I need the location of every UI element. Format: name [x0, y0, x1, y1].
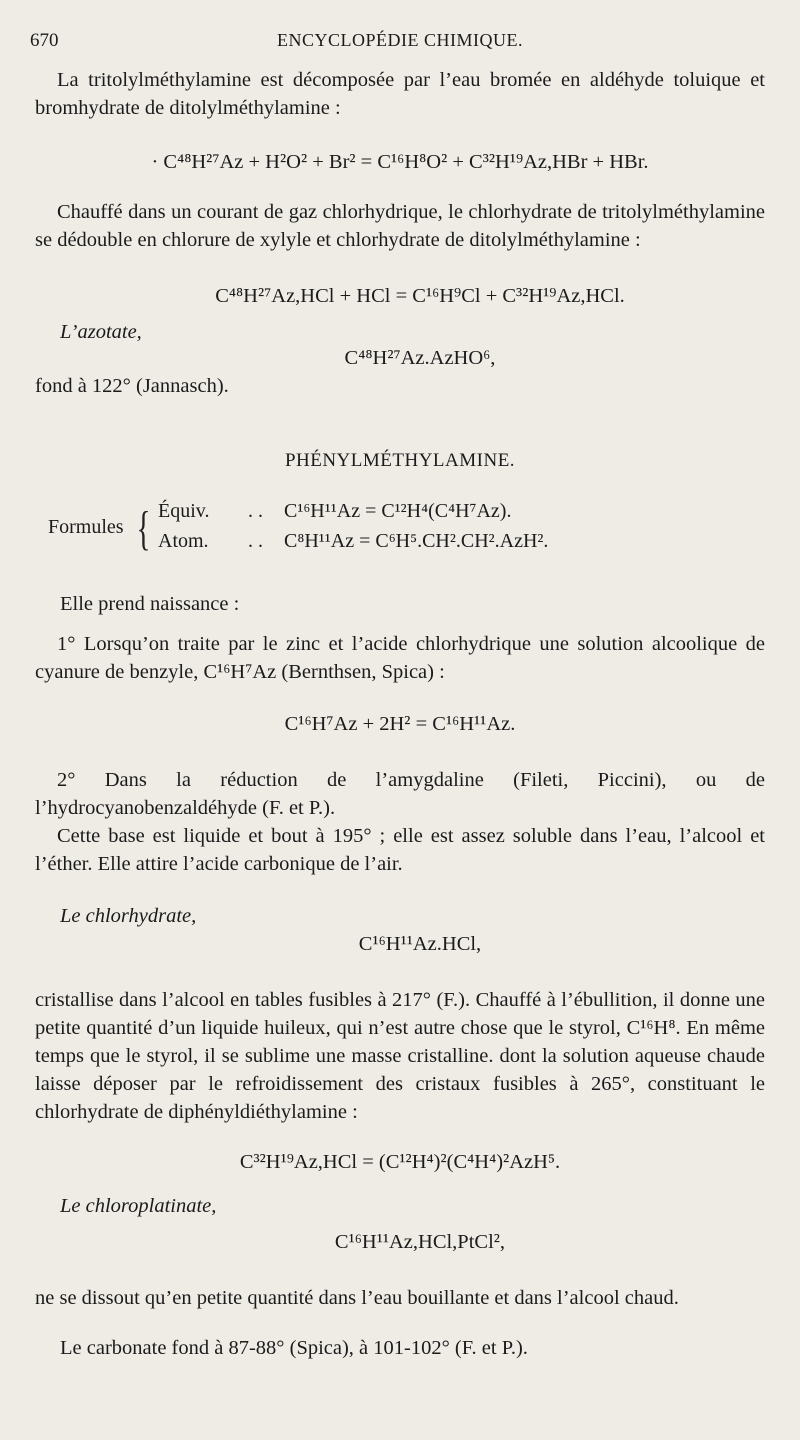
formula-block [48, 496, 768, 566]
equation-bromine: · C⁴⁸H²⁷Az + H²O² + Br² = C¹⁶H⁸O² + C³²H¹⁹Az,HBr + HBr. [151, 151, 649, 173]
paragraph-carbonate: Le carbonate fond à 87-88° (Spica), à 101-102° (F. et P.). [60, 1337, 528, 1359]
paragraph-origin-intro: Elle prend naissance : [60, 593, 240, 615]
azotate-formula: C⁴⁸H²⁷Az.AzHO⁶, [344, 347, 496, 369]
page-number: 670 [30, 30, 59, 51]
azotate-label: L’azotate, [60, 321, 142, 343]
atom-dots: . . [248, 530, 263, 552]
equation-reduction: C¹⁶H⁷Az + 2H² = C¹⁶H¹¹Az. [284, 713, 516, 735]
paragraph-chlorhydrate: cristallise dans l’alcool en tables fusibles à 217° (F.). Chauffé à l’ébullition, il donne une petite quantité d’un liquide huileux, qui n’est autre chose que le styrol, C¹⁶H⁸. En même temps que le styrol, il se sublime une masse cristalline. dont la solution aqueuse chaude laisse déposer par le refroidissement des cristaux fusibles à 265°, constituant le chlorhydrate de diphényldiéthylamine : [35, 989, 765, 1123]
running-title: ENCYCLOPÉDIE CHIMIQUE. [277, 30, 523, 50]
equiv-row [158, 500, 511, 523]
paragraph-tritolyl-bromine: La tritolylméthylamine est décomposée par l’eau bromée en aldéhyde toluique et bromhydrate de ditolylméthylamine : [35, 69, 765, 119]
chlorhydrate-formula: C¹⁶H¹¹Az.HCl, [358, 933, 482, 955]
atom-label: Atom. [158, 530, 209, 552]
formulas-label: Formules [48, 516, 124, 538]
atom-row [158, 530, 548, 553]
equiv-formula: C¹⁶H¹¹Az = C¹²H⁴(C⁴H⁷Az). [284, 500, 512, 522]
brace-glyph: { [136, 502, 151, 555]
paragraph-hydrochloric-gas: Chauffé dans un courant de gaz chlorhydrique, le chlorhydrate de tritolylméthylamine se dédouble en chlorure de xylyle et chlorhydrate de ditolylméthylamine : [35, 201, 765, 251]
page-header [30, 30, 770, 58]
atom-formula: C⁸H¹¹Az = C⁶H⁵.CH².CH².AzH². [284, 530, 549, 552]
equiv-label: Équiv. [158, 500, 210, 522]
equation-hydrochloric: C⁴⁸H²⁷Az,HCl + HCl = C¹⁶H⁹Cl + C³²H¹⁹Az,HCl. [215, 285, 625, 307]
paragraph-chloroplatinate: ne se dissout qu’en petite quantité dans l’eau bouillante et dans l’alcool chaud. [35, 1287, 679, 1309]
equation-diethylamine: C³²H¹⁹Az,HCl = (C¹²H⁴)²(C⁴H⁴)²AzH⁵. [239, 1151, 561, 1173]
paragraph-properties: Cette base est liquide et bout à 195° ; elle est assez soluble dans l’eau, l’alcool et l’éther. Elle attire l’acide carbonique de l’air. [35, 825, 765, 875]
chloroplatinate-label: Le chloroplatinate, [60, 1195, 217, 1217]
paragraph-origin-1: 1° Lorsqu’on traite par le zinc et l’acide chlorhydrique une solution alcoolique de cyanure de benzyle, C¹⁶H⁷Az (Bernthsen, Spica) : [35, 633, 765, 683]
chlorhydrate-label: Le chlorhydrate, [60, 905, 197, 927]
equiv-dots: . . [248, 500, 263, 522]
azotate-melting-point: fond à 122° (Jannasch). [35, 375, 229, 397]
section-title: PHÉNYLMÉTHYLAMINE. [284, 450, 516, 471]
paragraph-origin-2: 2° Dans la réduction de l’amygdaline (Fileti, Piccini), ou de l’hydrocyanobenzaldéhyde (F. et P.). [35, 769, 765, 819]
chloroplatinate-formula: C¹⁶H¹¹Az,HCl,PtCl², [334, 1231, 506, 1253]
